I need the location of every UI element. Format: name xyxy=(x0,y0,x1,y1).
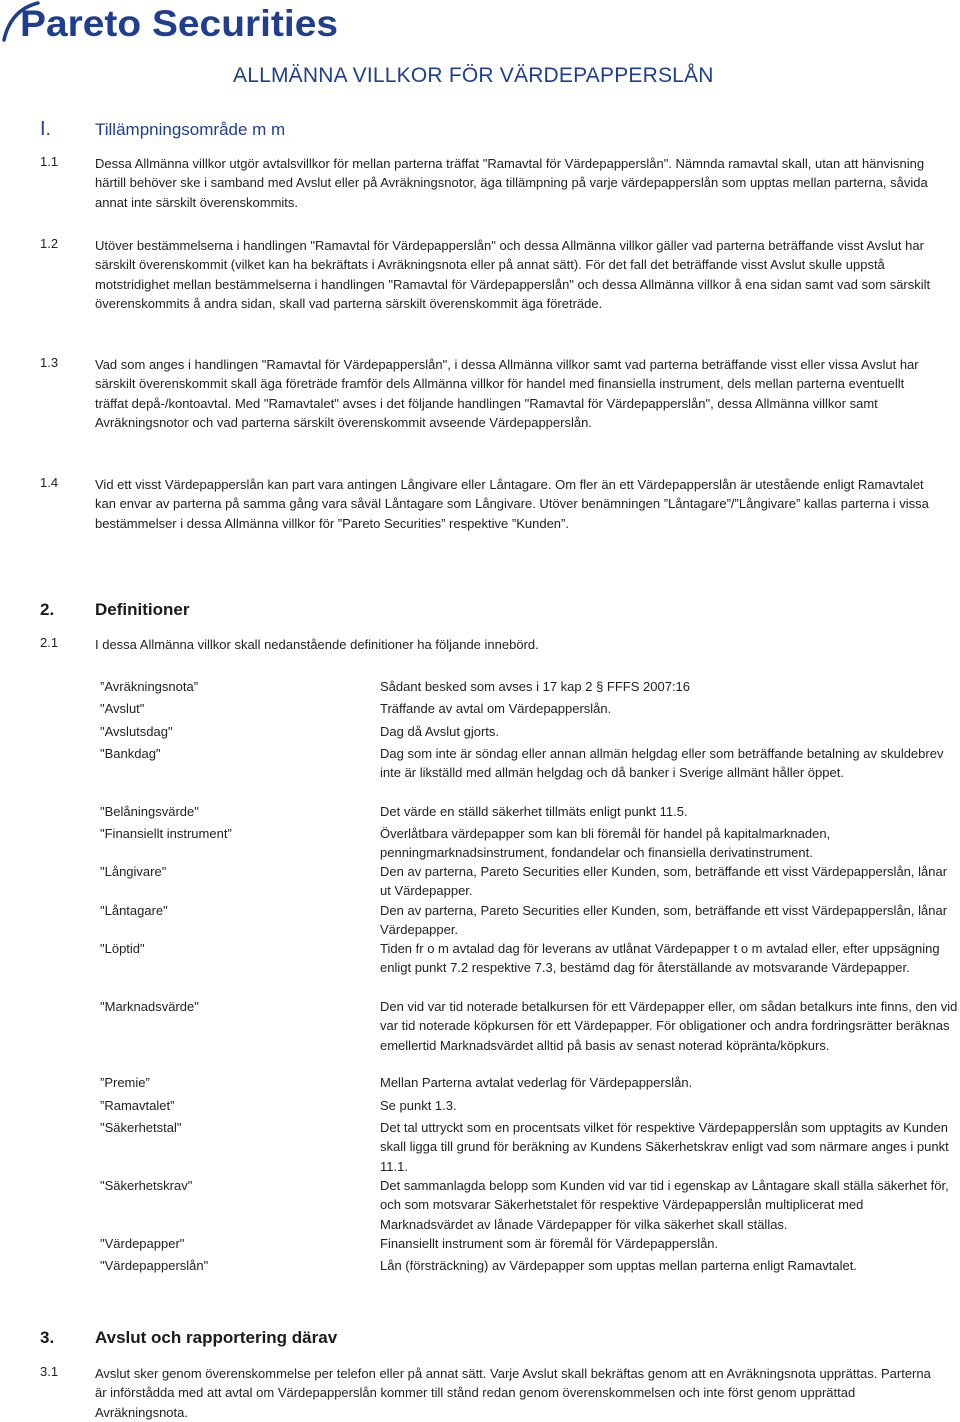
document-title: ALLMÄNNA VILLKOR FÖR VÄRDEPAPPERSLÅN xyxy=(233,64,714,87)
definition-description: Det sammanlagda belopp som Kunden vid var tid i egenskap av Låntagare skall ställa säkerhet för, och som motsvarar Säkerhetstalet för respektive Värdepapperslån multiplicerat med Marknadsvärdet av lånade Värdepapper för vilka säkerhet skall ställas. xyxy=(380,1178,949,1232)
definition-term: "Säkerhetstal" xyxy=(100,1120,182,1135)
definition-term: ”Premie” xyxy=(100,1075,150,1090)
definition-description: Den av parterna, Pareto Securities eller Kunden, som, beträffande ett visst Värdepapperslån, lånar ut Värdepapper. xyxy=(380,864,948,899)
section-2-number: 2. xyxy=(40,600,55,619)
para-1-4-number: 1.4 xyxy=(40,475,59,490)
definition-term: ”Ramavtalet” xyxy=(100,1098,175,1113)
definition-term: "Bankdag" xyxy=(100,746,161,761)
definition-description: Finansiellt instrument som är föremål för Värdepapperslån. xyxy=(380,1236,719,1251)
definition-description: Överlåtbara värdepapper som kan bli föremål för handel på kapitalmarknaden, penningmarknadsinstrument, fondandelar och finansiella derivatinstrument. xyxy=(380,826,831,861)
definition-term: "Säkerhetskrav" xyxy=(100,1178,193,1193)
para-3-1: Avslut sker genom överenskommelse per telefon eller på annat sätt. Varje Avslut skall bekräftas genom att en Avräkningsnota upprättas. Parterna är införstådda med att avtal om Värdepapperslån kommer till stånd redan genom överenskommelsen och inte först genom upprättad Avräkningsnota. xyxy=(95,1366,931,1420)
pareto-securities-logo xyxy=(0,0,345,46)
definition-term: "Värdepapperslån" xyxy=(100,1258,209,1273)
definition-term: "Värdepapper" xyxy=(100,1236,185,1251)
section-3-number: 3. xyxy=(40,1328,55,1347)
section-1-number: I. xyxy=(40,118,52,140)
definition-term: "Avslut" xyxy=(100,701,145,716)
definition-description: Träffande av avtal om Värdepapperslån. xyxy=(380,701,612,716)
definition-term: "Marknadsvärde" xyxy=(100,999,199,1014)
para-1-3: Vad som anges i handlingen "Ramavtal för Värdepapperslån", i dessa Allmänna villkor samt vad parterna beträffande visst eller vissa Avslut har särskilt överenskommit skall äga företräde framför dels Allmänna villkor för handel med finansiella instrument, dels mellan parterna eventuellt träffat depå-/kontoavtal. Med "Ramavtalet" avses i det följande handlingen "Ramavtal för Värdepapperslån", dessa Allmänna villkor samt Avräkningsnotor och vad parterna särskilt överenskommit avseende Värdepapperslån. xyxy=(95,357,919,430)
logo-wordmark: Pareto Securities xyxy=(20,3,338,44)
definition-description: Lån (försträckning) av Värdepapper som upptas mellan parterna enligt Ramavtalet. xyxy=(380,1258,857,1273)
definition-description: Den vid var tid noterade betalkursen för ett Värdepapper eller, om sådan betalkurs inte finns, den vid var tid noterade köpkursen för ett Värdepapper. För obligationer och andra fordringsrätter beräknas emellertid Marknadsvärdet alltid på basis av senast noterad köpränta/köpkurs. xyxy=(380,999,958,1053)
definition-term: "Belåningsvärde" xyxy=(100,804,199,819)
para-1-2: Utöver bestämmelserna i handlingen "Ramavtal för Värdepapperslån" och dessa Allmänna villkor gäller vad parterna beträffande visst Avslut har särskilt överenskommit (vilket kan ha bekräftats i Avräkningsnota eller på annat sätt). För det fall det beträffande visst Avslut skulle uppstå motstridighet mellan bestämmelserna i handlingen "Ramavtal för Värdepapperslån" och dessa Allmänna villkor å ena sidan samt vad som särskilt överenskommits å andra sidan, skall vad parterna särskilt överenskommit äga företräde. xyxy=(95,238,931,311)
definition-description: Se punkt 1.3. xyxy=(380,1098,457,1113)
definition-description: Tiden fr o m avtalad dag för leverans av utlånat Värdepapper t o m avtalad eller, efter uppsägning enligt punkt 7.2 respektive 7.3, bestämd dag för återställande av motsvarande Värdepapper. xyxy=(380,941,940,976)
section-3-heading: Avslut och rapportering därav xyxy=(95,1328,338,1347)
definition-description: Dag då Avslut gjorts. xyxy=(380,724,499,739)
definition-term: "Låntagare" xyxy=(100,903,168,918)
definition-description: Det värde en ställd säkerhet tillmäts enligt punkt 11.5. xyxy=(380,804,688,819)
definition-description: Sådant besked som avses i 17 kap 2 § FFFS 2007:16 xyxy=(380,679,691,694)
para-3-1-number: 3.1 xyxy=(40,1364,59,1379)
definition-term: "Avslutsdag" xyxy=(100,724,173,739)
definition-description: Den av parterna, Pareto Securities eller Kunden, som, beträffande ett visst Värdepapperslån, lånar Värdepapper. xyxy=(380,903,948,938)
definition-description: Dag som inte är söndag eller annan allmän helgdag eller som beträffande betalning av skuldebrev inte är likställd med allmän helgdag och då banker i Sverige allmänt håller öppet. xyxy=(380,746,944,781)
para-1-4: Vid ett visst Värdepapperslån kan part vara antingen Långivare eller Låntagare. Om fler än ett Värdepapperslån är utestående enligt Ramavtalet kan envar av parterna på samma gång vara såväl Låntagare som Långivare. Utöver benämningen ”Låntagare”/”Långivare” kallas parterna i vissa bestämmelser i dessa Allmänna villkor för ”Pareto Securities” respektive ”Kunden”. xyxy=(95,477,929,531)
definition-term: "Finansiellt instrument” xyxy=(100,826,232,841)
definition-description: Det tal uttryckt som en procentsats vilket för respektive Värdepapperslån som upptagits av Kunden skall ligga till grund för beräkning av Kundens Säkerhetskrav enligt vad som närmare anges i punkt 11.1. xyxy=(380,1120,949,1174)
definition-term: "Långivare" xyxy=(100,864,167,879)
para-2-1: I dessa Allmänna villkor skall nedanstående definitioner ha följande innebörd. xyxy=(95,637,539,652)
para-1-2-number: 1.2 xyxy=(40,236,59,251)
para-2-1-number: 2.1 xyxy=(40,635,59,650)
section-1-heading: Tillämpningsområde m m xyxy=(95,120,286,139)
definition-term: ”Avräkningsnota” xyxy=(100,679,199,694)
para-1-1: Dessa Allmänna villkor utgör avtalsvillkor för mellan parterna träffat "Ramavtal för Värdepapperslån". Nämnda ramavtal skall, utan att hänvisning härtill behöver ske i samband med Avslut eller på Avräkningsnotor, äga tillämpning på varje värdepapperslån som upptas mellan parterna, såvida annat inte särskilt överenskommits. xyxy=(95,156,928,210)
section-2-heading: Definitioner xyxy=(95,600,190,619)
para-1-1-number: 1.1 xyxy=(40,154,59,169)
definition-description: Mellan Parterna avtalat vederlag för Värdepapperslån. xyxy=(380,1075,693,1090)
para-1-3-number: 1.3 xyxy=(40,355,59,370)
definition-term: "Löptid" xyxy=(100,941,145,956)
